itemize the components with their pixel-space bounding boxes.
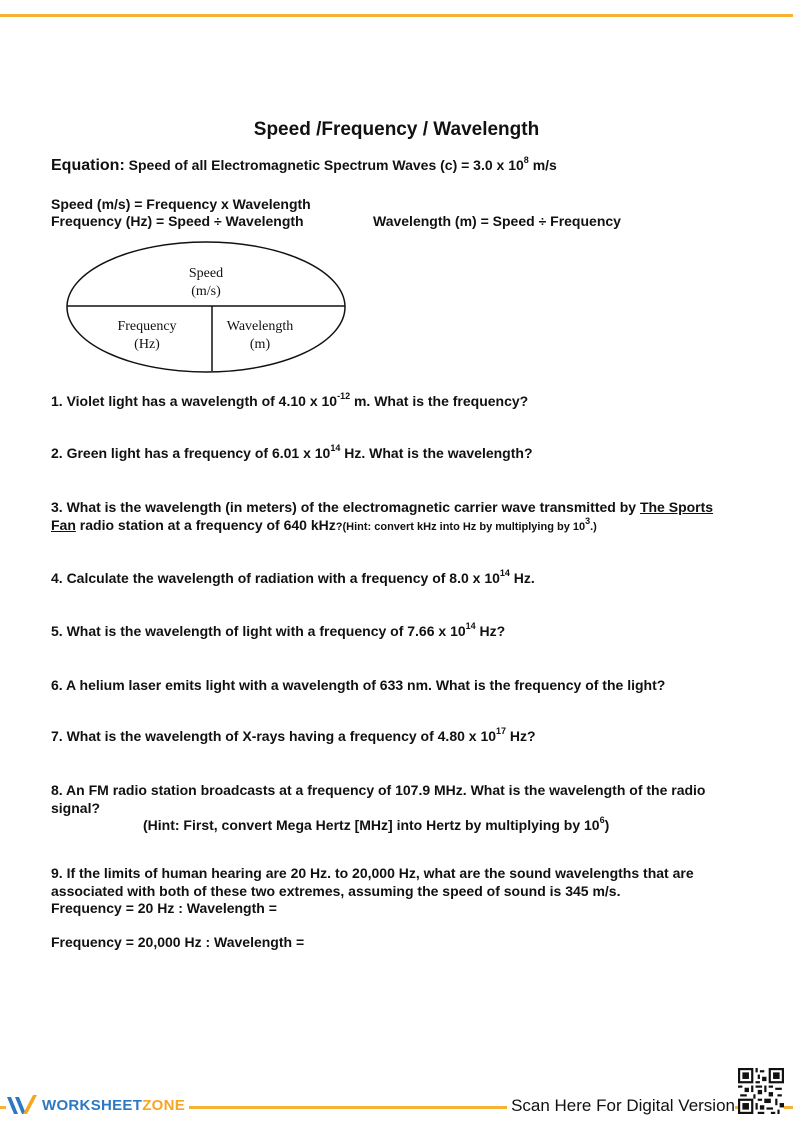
diagram-frequency-label: Frequency bbox=[117, 319, 177, 334]
question-7 bbox=[51, 728, 536, 745]
formula-wavelength: Wavelength (m) = Speed ÷ Frequency bbox=[373, 213, 621, 229]
question-1-exponent: -12 bbox=[337, 391, 351, 402]
question-1 bbox=[51, 393, 528, 410]
question-1-text-end: m. What is the frequency? bbox=[350, 393, 529, 409]
question-2 bbox=[51, 445, 533, 462]
equation-text: Speed of all Electromagnetic Spectrum Waves (c) = 3.0 x 10 bbox=[124, 157, 524, 173]
question-9-answer-line-2: Frequency = 20,000 Hz : Wavelength = bbox=[51, 934, 305, 950]
logo-text bbox=[42, 1097, 185, 1114]
top-rule bbox=[0, 14, 793, 17]
logo-text-worksheet: WORKSHEET bbox=[42, 1096, 143, 1114]
formula-speed: Speed (m/s) = Frequency x Wavelength bbox=[51, 196, 311, 212]
question-8-hint bbox=[143, 817, 609, 834]
equation-unit: m/s bbox=[528, 157, 557, 173]
question-4 bbox=[51, 570, 535, 587]
question-5-text-end: Hz? bbox=[475, 623, 506, 639]
question-3-text: 3. What is the wavelength (in meters) of the electromagnetic carrier wave transmitted by bbox=[51, 499, 640, 515]
question-5-exponent: 14 bbox=[465, 621, 476, 632]
question-4-text-end: Hz. bbox=[509, 570, 535, 586]
diagram-speed-label: Speed bbox=[188, 266, 224, 281]
question-2-text-end: Hz. What is the wavelength? bbox=[340, 445, 533, 461]
logo-w-icon bbox=[6, 1094, 42, 1116]
question-5 bbox=[51, 623, 505, 640]
scan-text: Scan Here For Digital Version bbox=[507, 1096, 735, 1116]
diagram-ellipse bbox=[67, 242, 345, 372]
equation-label: Equation: bbox=[51, 157, 125, 174]
question-3-text-end: radio station at a frequency of 640 kHz bbox=[75, 517, 336, 533]
question-1-text: 1. Violet light has a wavelength of 4.10 x 10 bbox=[51, 393, 338, 409]
question-7-text: 7. What is the wavelength of X-rays having a frequency of 4.80 x 10 bbox=[51, 728, 497, 744]
question-3-hint bbox=[335, 516, 597, 533]
question-5-text: 5. What is the wavelength of light with a frequency of 7.66 x 10 bbox=[51, 623, 466, 639]
question-6: 6. A helium laser emits light with a wavelength of 633 nm. What is the frequency of the light? bbox=[51, 677, 666, 693]
speed-triangle-diagram bbox=[64, 238, 349, 378]
question-3-hint-text: ?(Hint: convert kHz into Hz by multiplying by 10 bbox=[335, 521, 586, 533]
logo-text-zone: ZONE bbox=[142, 1096, 186, 1114]
question-3 bbox=[51, 498, 731, 536]
question-8-hint-text: (Hint: First, convert Mega Hertz [MHz] into Hertz by multiplying by 10 bbox=[143, 817, 600, 833]
question-4-text: 4. Calculate the wavelength of radiation with a frequency of 8.0 x 10 bbox=[51, 570, 500, 586]
question-3-station-name: The Sports Fan bbox=[51, 499, 714, 533]
question-9-answer-line-1: Frequency = 20 Hz : Wavelength = bbox=[51, 900, 277, 916]
diagram-wavelength-unit: (m) bbox=[249, 337, 271, 352]
question-8-hint-end: ) bbox=[604, 817, 610, 833]
qr-code-icon[interactable] bbox=[738, 1068, 784, 1114]
question-4-exponent: 14 bbox=[499, 568, 510, 579]
question-3-hint-exponent: 3 bbox=[585, 516, 591, 527]
question-7-text-end: Hz? bbox=[506, 728, 536, 744]
question-8-hint-exponent: 6 bbox=[599, 815, 605, 826]
question-9: 9. If the limits of human hearing are 20 Hz. to 20,000 Hz, what are the sound wavelengths that are associated with both of these two extremes, assuming the speed of sound is 345 m/s. bbox=[51, 865, 694, 899]
equation-exponent: 8 bbox=[523, 155, 529, 166]
formula-frequency: Frequency (Hz) = Speed ÷ Wavelength bbox=[51, 213, 304, 229]
diagram-wavelength-label: Wavelength bbox=[226, 319, 294, 334]
diagram-frequency-unit: (Hz) bbox=[134, 337, 160, 352]
question-2-exponent: 14 bbox=[330, 443, 341, 454]
page-title: Speed /Frequency / Wavelength bbox=[253, 119, 540, 140]
equation-line bbox=[51, 157, 557, 174]
diagram-speed-unit: (m/s) bbox=[191, 284, 221, 299]
question-7-exponent: 17 bbox=[496, 726, 507, 737]
question-2-text: 2. Green light has a frequency of 6.01 x 10 bbox=[51, 445, 331, 461]
worksheetzone-logo bbox=[6, 1093, 189, 1117]
question-8: 8. An FM radio station broadcasts at a frequency of 107.9 MHz. What is the wavelength of the radio signal? bbox=[51, 782, 706, 816]
question-3-hint-end: .) bbox=[590, 521, 597, 533]
